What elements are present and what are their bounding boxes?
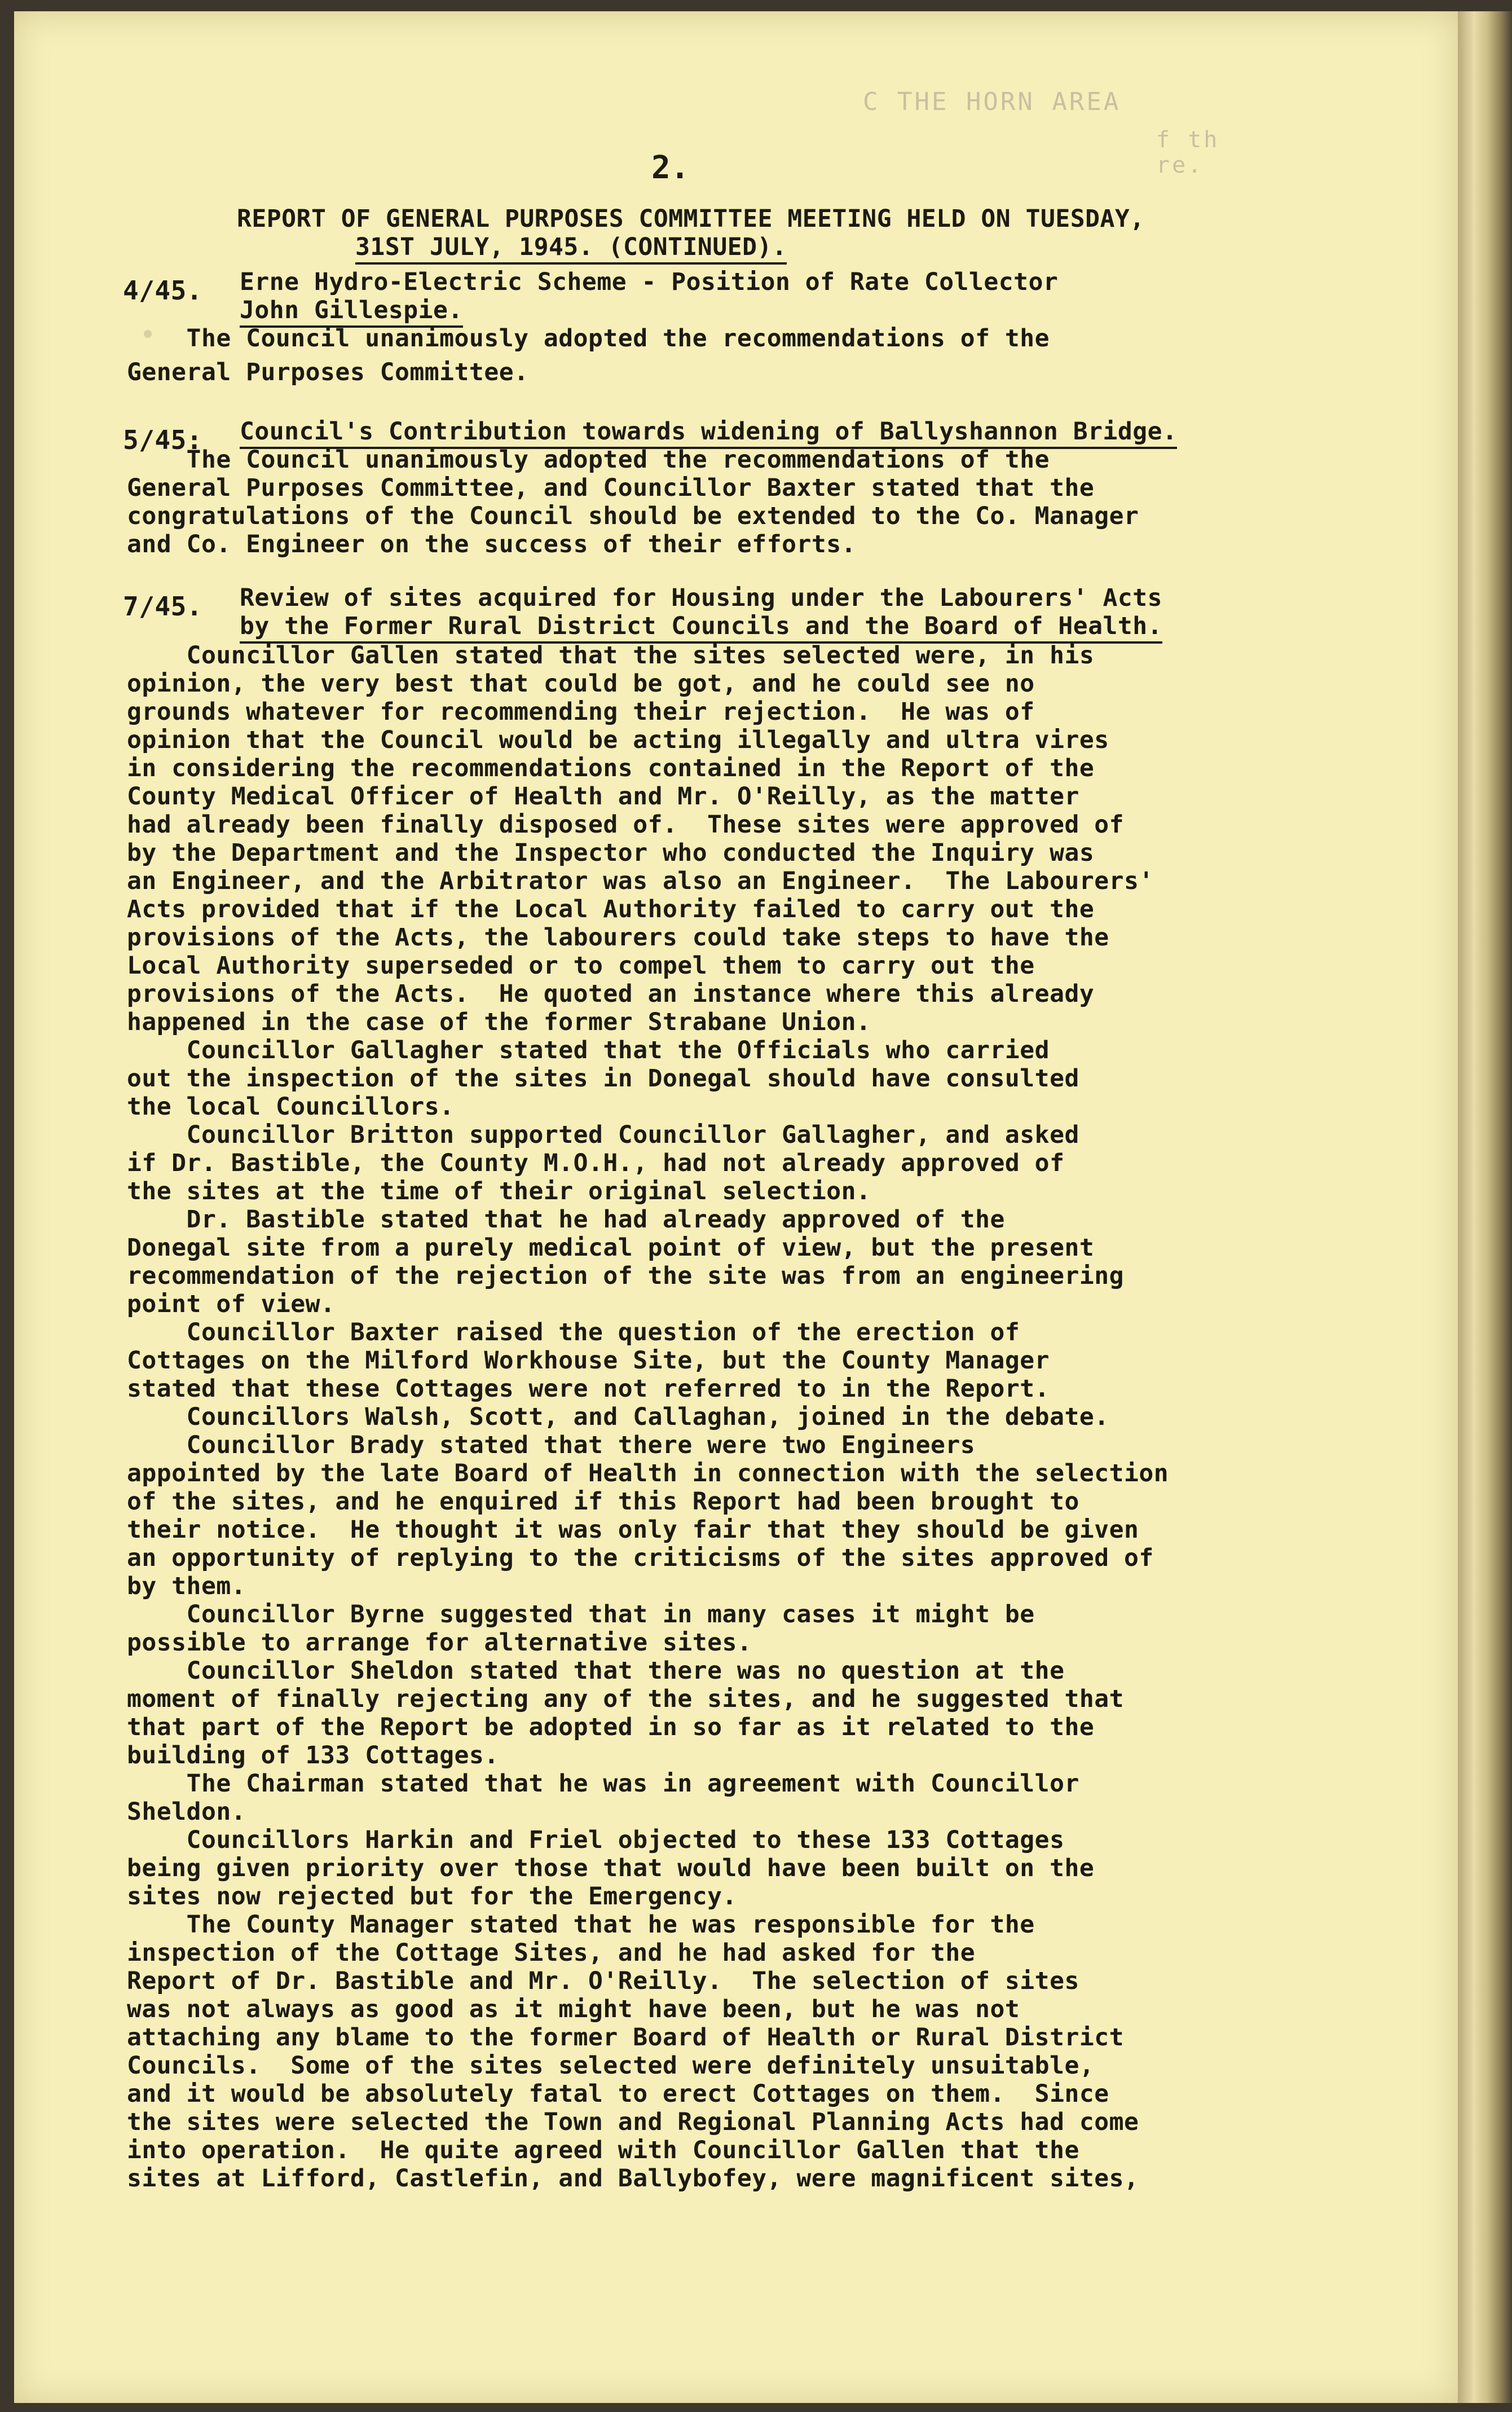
item-body-line: attaching any blame to the former Board of Health or Rural District (127, 2023, 1125, 2052)
item-body-line: Councillors Walsh, Scott, and Callaghan, joined in the debate. (127, 1403, 1109, 1431)
item-body-line: the sites at the time of their original selection. (127, 1177, 871, 1205)
item-body-line: the sites were selected the Town and Regional Planning Acts had come (127, 2108, 1139, 2136)
bleed-through-text: re. (1156, 152, 1204, 178)
item-body-line: happened in the case of the former Strabane Union. (127, 1008, 871, 1036)
item-body-line: possible to arrange for alternative sites. (127, 1628, 752, 1657)
item-body-line: Councillor Sheldon stated that there was no question at the (127, 1657, 1065, 1685)
item-number: 4/45. (123, 275, 202, 306)
item-body-line: opinion, the very best that could be got, and he could see no (127, 670, 1035, 698)
item-body-line: into operation. He quite agreed with Councillor Gallen that the (127, 2136, 1079, 2164)
item-body-line: sites at Lifford, Castlefin, and Ballybofey, were magnificent sites, (127, 2164, 1139, 2193)
item-number: 5/45: (123, 425, 202, 455)
item-body-line: sites now rejected but for the Emergency. (127, 1882, 737, 1911)
item-body-line: County Medical Officer of Health and Mr. O'Reilly, as the matter (127, 782, 1079, 811)
item-body-line: moment of finally rejecting any of the sites, and he suggested that (127, 1685, 1125, 1713)
item-title-line: Council's Contribution towards widening of Ballyshannon Bridge. (240, 417, 1177, 446)
item-body-line: Councillor Baxter raised the question of the erection of (127, 1318, 1020, 1346)
item-body-line: The Council unanimously adopted the recommendations of the (127, 324, 1050, 353)
item-body-line: opinion that the Council would be acting illegally and ultra vires (127, 726, 1109, 754)
item-body-line: The County Manager stated that he was responsible for the (127, 1911, 1035, 1939)
item-body-line: out the inspection of the sites in Donegal should have consulted (127, 1064, 1079, 1093)
item-body-line: Councillor Byrne suggested that in many cases it might be (127, 1600, 1035, 1628)
report-heading-line-2: 31ST JULY, 1945. (CONTINUED). (355, 233, 787, 261)
item-body-line: had already been finally disposed of. These sites were approved of (127, 811, 1125, 839)
item-body-line: was not always as good as it might have been, but he was not (127, 1995, 1020, 2023)
item-title-line: John Gillespie. (240, 296, 463, 324)
item-body-line: appointed by the late Board of Health in connection with the selection (127, 1459, 1169, 1487)
item-body-line: Report of Dr. Bastible and Mr. O'Reilly. The selection of sites (127, 1967, 1079, 1995)
item-body-line: provisions of the Acts, the labourers could take steps to have the (127, 923, 1109, 952)
item-body-line: by the Department and the Inspector who conducted the Inquiry was (127, 839, 1095, 867)
item-body-line: building of 133 Cottages. (127, 1741, 499, 1770)
page-number: 2. (651, 149, 690, 186)
book-binding-edge (1458, 11, 1512, 2403)
item-body-line: General Purposes Committee. (127, 358, 529, 386)
item-body-line: provisions of the Acts. He quoted an instance where this already (127, 980, 1095, 1008)
item-body-line: Acts provided that if the Local Authority failed to carry out the (127, 895, 1095, 923)
item-body-line: Councillor Brady stated that there were two Engineers (127, 1431, 976, 1459)
item-body-line: Sheldon. (127, 1798, 246, 1826)
item-body-line: their notice. He thought it was only fair that they should be given (127, 1516, 1139, 1544)
item-title-line: Review of sites acquired for Housing under the Labourers' Acts (240, 584, 1163, 612)
item-body-line: that part of the Report be adopted in so far as it related to the (127, 1713, 1095, 1741)
item-body-line: Councillor Gallagher stated that the Officials who carried (127, 1036, 1050, 1064)
item-body-line: Councillor Britton supported Councillor Gallagher, and asked (127, 1121, 1079, 1149)
item-body-line: of the sites, and he enquired if this Report had been brought to (127, 1487, 1079, 1516)
item-number: 7/45. (123, 591, 202, 622)
item-body-line: point of view. (127, 1290, 336, 1318)
item-body-line: Councillors Harkin and Friel objected to these 133 Cottages (127, 1826, 1065, 1854)
item-body-line: Councils. Some of the sites selected were definitely unsuitable, (127, 2052, 1095, 2080)
item-body-line: congratulations of the Council should be extended to the Co. Manager (127, 502, 1139, 530)
report-heading-line-1: REPORT OF GENERAL PURPOSES COMMITTEE MEETING HELD ON TUESDAY, (237, 205, 1145, 233)
item-body-line: by them. (127, 1572, 246, 1600)
item-body-line: inspection of the Cottage Sites, and he had asked for the (127, 1939, 976, 1967)
item-title-line: Erne Hydro-Electric Scheme - Position of Rate Collector (240, 268, 1059, 296)
item-body-line: being given priority over those that would have been built on the (127, 1854, 1095, 1882)
item-body-line: Cottages on the Milford Workhouse Site, but the County Manager (127, 1346, 1050, 1375)
item-body-line: Councillor Gallen stated that the sites selected were, in his (127, 641, 1095, 670)
item-body-line: General Purposes Committee, and Councillor Baxter stated that the (127, 474, 1095, 502)
item-body-line: Local Authority superseded or to compel them to carry out the (127, 952, 1035, 980)
item-body-line: grounds whatever for recommending their rejection. He was of (127, 698, 1035, 726)
item-body-line: an opportunity of replying to the criticisms of the sites approved of (127, 1544, 1154, 1572)
item-body-line: stated that these Cottages were not referred to in the Report. (127, 1375, 1050, 1403)
item-body-line: an Engineer, and the Arbitrator was also an Engineer. The Labourers' (127, 867, 1154, 895)
item-body-line: The Council unanimously adopted the recommendations of the (127, 446, 1050, 474)
bleed-through-text: C THE HORN AREA (863, 87, 1121, 116)
item-body-line: Donegal site from a purely medical point of view, but the present (127, 1234, 1095, 1262)
item-body-line: and it would be absolutely fatal to erect Cottages on them. Since (127, 2080, 1109, 2108)
item-body-line: and Co. Engineer on the success of their efforts. (127, 530, 857, 558)
item-body-line: Dr. Bastible stated that he had already approved of the (127, 1205, 1005, 1234)
item-body-line: in considering the recommendations contained in the Report of the (127, 754, 1095, 782)
item-body-line: if Dr. Bastible, the County M.O.H., had not already approved of (127, 1149, 1065, 1177)
item-body-line: The Chairman stated that he was in agreement with Councillor (127, 1770, 1079, 1798)
item-body-line: recommendation of the rejection of the site was from an engineering (127, 1262, 1125, 1290)
item-body-line: the local Councillors. (127, 1093, 455, 1121)
bleed-through-text: f th (1156, 127, 1220, 153)
item-title-line: by the Former Rural District Councils and the Board of Health. (240, 612, 1162, 640)
